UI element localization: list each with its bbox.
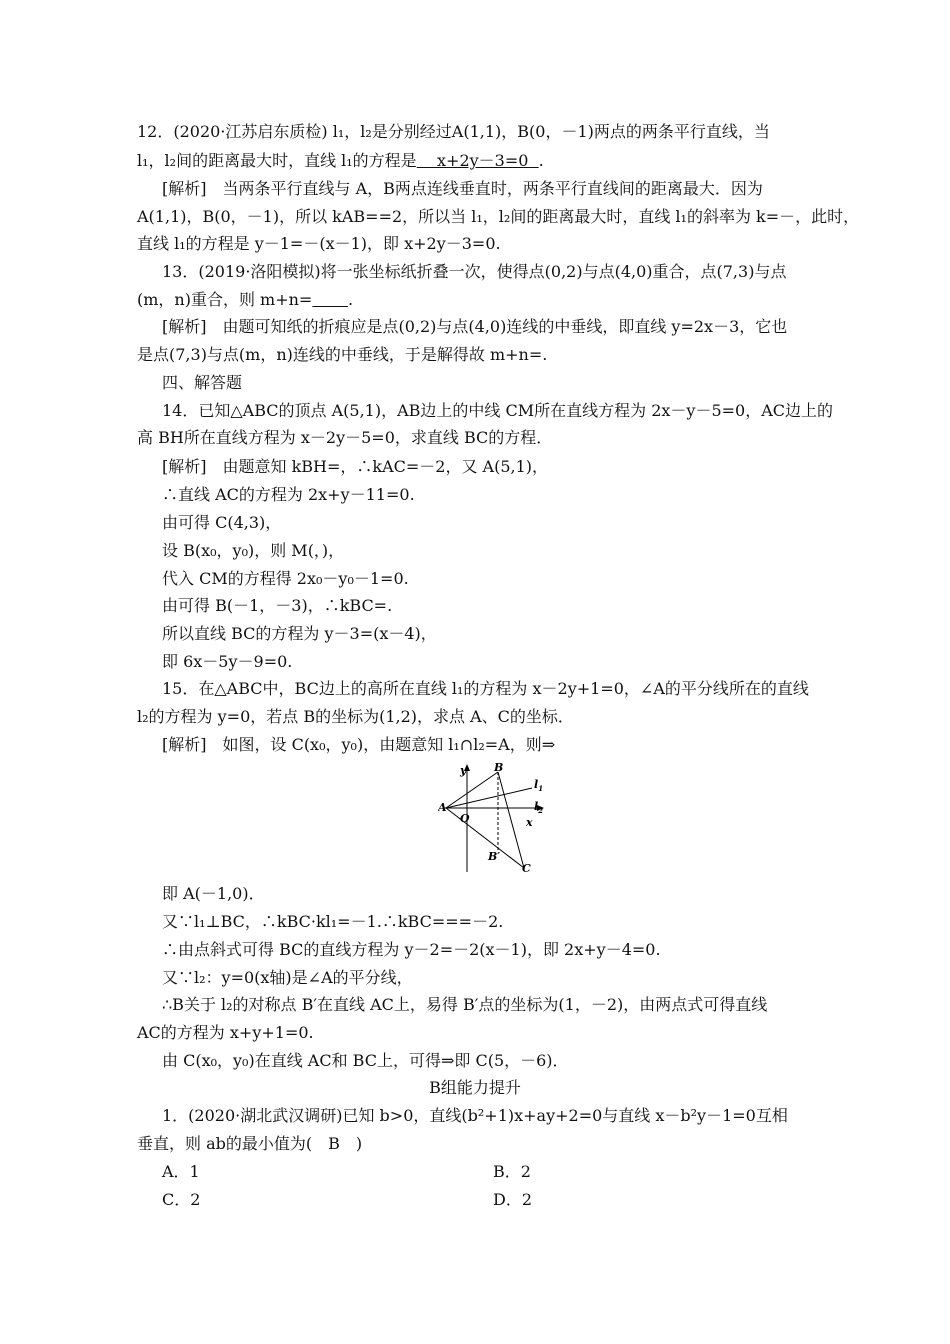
option-d: D．2 <box>493 1190 533 1209</box>
q13-stem: (m，n)重合，则 m+n= <box>137 290 313 309</box>
b1-line1: 1．(2020·湖北武汉调研)已知 b>0，直线(b²+1)x+ay+2=0与直线 x－b²y－1=0互相 <box>162 1106 788 1125</box>
q14-solution-line6: 由可得 B(－1，－3)，∴kBC=. <box>162 596 393 615</box>
q14-solution-line1: [解析] 由题意知 kBH=，∴kAC=－2，又 A(5,1)， <box>162 457 549 476</box>
option-b: B．2 <box>493 1162 531 1181</box>
q12-answer-blank <box>417 151 539 170</box>
q14-solution-line2: ∴直线 AC的方程为 2x+y－11=0. <box>162 485 415 504</box>
q15-solution-line3: 又∵l₁⊥BC，∴kBC·kl₁=－1.∴kBC===－2. <box>162 912 504 931</box>
label-l2: $l_2$ <box>534 800 544 815</box>
group-b-heading: B组能力提升 <box>429 1078 521 1097</box>
label-b-prime: B′ <box>488 850 501 863</box>
q13-solution-line2: 是点(7,3)与点(m，n)连线的中垂线，于是解得故 m+n=. <box>137 345 548 364</box>
q12-solution-line2: A(1,1)，B(0，－1)，所以 kAB==2，所以当 l₁，l₂间的距离最大时，直线 l₁的斜率为 k=－，此时， <box>137 207 860 226</box>
q14-solution-line8: 即 6x－5y－9=0. <box>162 652 293 671</box>
q12-solution-line3: 直线 l₁的方程是 y－1=－(x－1)，即 x+2y－3=0. <box>137 234 501 253</box>
label-b: B <box>494 762 504 774</box>
label-l1: $l_1$ <box>534 778 544 793</box>
q15-solution-line4: ∴由点斜式可得 BC的直线方程为 y－2=－2(x－1)，即 2x+y－4=0. <box>162 940 661 959</box>
q12-stem: l₁，l₂间的距离最大时，直线 l₁的方程是 <box>137 151 417 170</box>
q15-solution-line2: 即 A(－1,0)． <box>162 884 265 903</box>
label-y: y <box>460 764 467 777</box>
q15-solution-line7: AC的方程为 x+y+1=0. <box>137 1023 314 1042</box>
q14-solution-line3: 由可得 C(4,3)， <box>162 513 282 532</box>
option-a: A．1 <box>162 1162 200 1181</box>
triangle-figure <box>438 762 558 874</box>
q12-answer: x+2y－3=0 <box>437 151 529 170</box>
section-heading: 四、解答题 <box>162 373 243 392</box>
q14-line1: 14．已知△ABC的顶点 A(5,1)，AB边上的中线 CM所在直线方程为 2x－y－5=0，AC边上的 <box>162 401 834 420</box>
q15-line1: 15．在△ABC中，BC边上的高所在直线 l₁的方程为 x－2y+1=0，∠A的平分线所在的直线 <box>162 679 809 698</box>
q14-line2: 高 BH所在直线方程为 x－2y－5=0，求直线 BC的方程． <box>137 428 553 447</box>
q13-line1: 13．(2019·洛阳模拟)将一张坐标纸折叠一次，使得点(0,2)与点(4,0)重合，点(7,3)与点 <box>162 262 787 281</box>
label-o: O <box>460 812 470 825</box>
q13-line2: (m，n)重合，则 m+n= . <box>137 290 354 309</box>
label-a: A <box>438 801 447 814</box>
side-ac <box>446 808 524 868</box>
q13-solution-line1: [解析] 由题可知纸的折痕应是点(0,2)与点(4,0)连线的中垂线，即直线 y=2x－3，它也 <box>162 317 788 336</box>
label-c: C <box>522 862 531 874</box>
q15-solution-line5: 又∵l₂：y=0(x轴)是∠A的平分线， <box>162 968 413 987</box>
q15-solution-line8: 由 C(x₀，y₀)在直线 AC和 BC上，可得⇒即 C(5，－6)． <box>162 1051 569 1070</box>
q15-solution-line1: [解析] 如图，设 C(x₀，y₀)，由题意知 l₁∩l₂=A，则⇒ <box>162 735 556 754</box>
q14-solution-line5: 代入 CM的方程得 2x₀－y₀－1=0. <box>162 569 409 588</box>
side-ab <box>446 772 498 808</box>
option-c: C．2 <box>162 1190 201 1209</box>
label-x: x <box>526 816 533 829</box>
b1-line2: 垂直，则 ab的最小值为( B ) <box>137 1134 363 1153</box>
q12-line1: 12．(2020·江苏启东质检) l₁，l₂是分别经过A(1,1)，B(0，－1)两点的两条平行直线，当 <box>137 122 770 141</box>
side-bc <box>498 772 524 868</box>
q12-solution-line1: [解析] 当两条平行直线与 A，B两点连线垂直时，两条平行直线间的距离最大．因为 <box>162 179 763 198</box>
q14-solution-line4: 设 B(x₀，y₀)，则 M(，)， <box>162 541 345 560</box>
q15-line2: l₂的方程为 y=0，若点 B的坐标为(1,2)，求点 A、C的坐标． <box>137 707 574 726</box>
q12-line2: l₁，l₂间的距离最大时，直线 l₁的方程是 x+2y－3=0 . <box>137 151 544 170</box>
q13-answer-blank <box>312 290 348 309</box>
q14-solution-line7: 所以直线 BC的方程为 y－3=(x－4)， <box>162 624 437 643</box>
line-l1 <box>446 788 532 808</box>
q15-solution-line6: ∴B关于 l₂的对称点 B′在直线 AC上，易得 B′点的坐标为(1，－2)，由两点式可得直线 <box>162 995 768 1014</box>
